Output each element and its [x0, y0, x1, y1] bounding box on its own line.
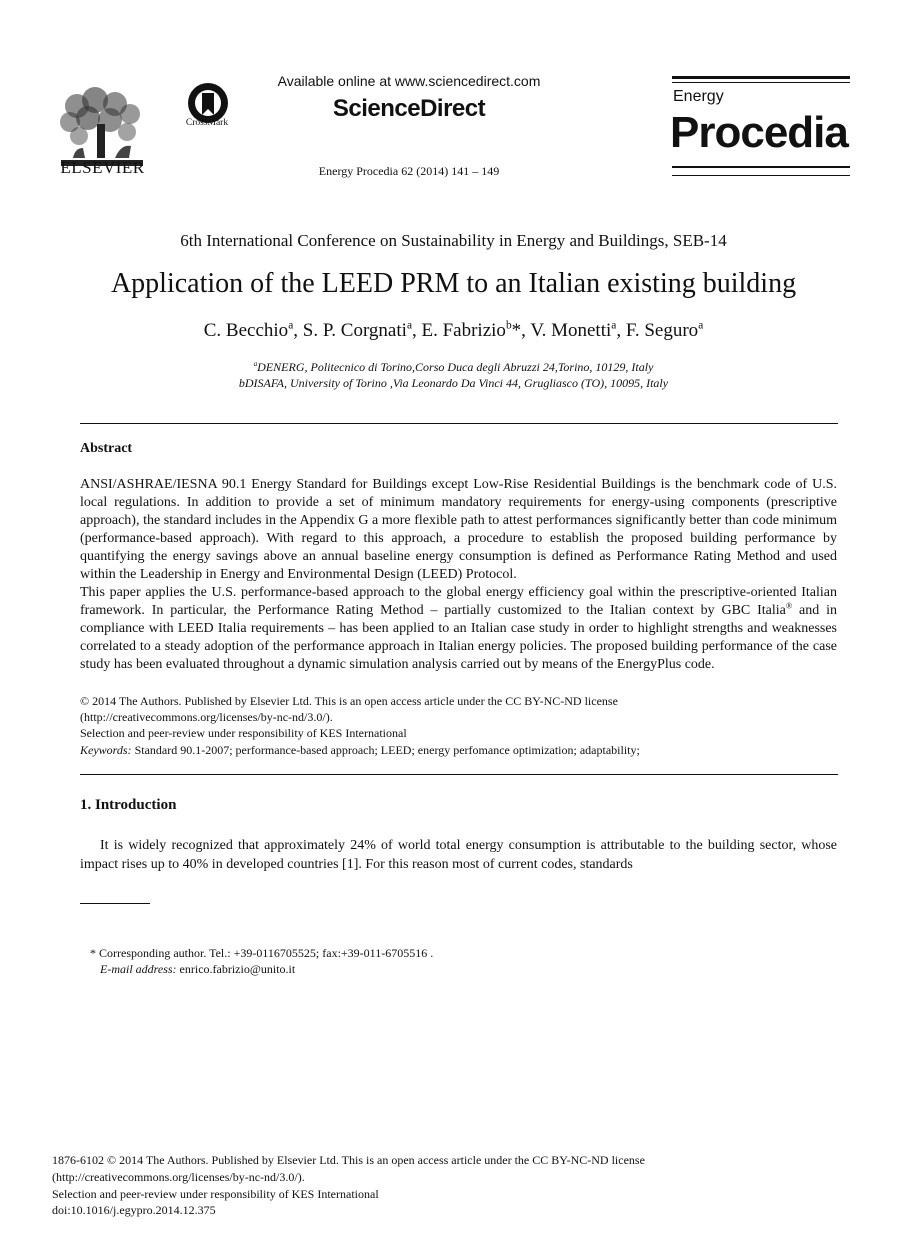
affiliation-a: $^a$DENERG, Politecnico di Torino,Corso Duca degli Abruzzi 24,Torino, 10129, Italy — [253, 360, 654, 374]
author[interactable]: V. Monetti$^a$ — [530, 319, 617, 341]
author[interactable]: E. Fabrizio$^b$ — [421, 319, 512, 341]
section-heading-introduction: 1. Introduction — [80, 797, 177, 813]
license-link[interactable]: (http://creativecommons.org/licenses/by-nc-nd/3.0/). — [80, 710, 333, 724]
journal-name-main: Procedia — [670, 108, 848, 157]
divider — [80, 423, 838, 424]
procedia-rule — [672, 82, 850, 83]
keywords: Keywords: Standard 90.1-2007; performance-based approach; LEED; energy perfomance optimization; adaptability; — [80, 743, 640, 757]
footer-copyright: 1876-6102 © 2014 The Authors. Published by Elsevier Ltd. This is an open access article under the CC BY-NC-ND license — [52, 1153, 645, 1167]
procedia-rule — [672, 175, 850, 176]
author[interactable]: C. Becchio$^a$ — [203, 319, 294, 341]
author-list: C. Becchio$^a$, S. P. Corgnati$^a$, E. Fabrizio$^b$*, V. Monetti$^a$, F. Seguro$^a$ — [203, 319, 704, 341]
footer-doi[interactable]: doi:10.1016/j.egypro.2014.12.375 — [52, 1203, 216, 1217]
procedia-rule — [672, 76, 850, 79]
author[interactable]: S. P. Corgnati$^a$ — [302, 319, 412, 341]
footer-license-link[interactable]: (http://creativecommons.org/licenses/by-nc-nd/3.0/). — [52, 1170, 305, 1184]
available-online-text[interactable]: Available online at www.sciencedirect.com — [277, 73, 541, 89]
copyright-notice: © 2014 The Authors. Published by Elsevier Ltd. This is an open access article under the CC BY-NC-ND license — [80, 694, 618, 708]
divider — [80, 774, 838, 775]
elsevier-wordmark: ELSEVIER — [60, 158, 145, 177]
abstract-heading: Abstract — [80, 441, 133, 456]
sciencedirect-logo: ScienceDirect — [332, 95, 486, 122]
peer-review-note: Selection and peer-review under responsibility of KES International — [80, 726, 407, 740]
article-title: Application of the LEED PRM to an Italian existing building — [110, 268, 797, 299]
affiliation-b: bDISAFA, University of Torino ,Via Leonardo Da Vinci 44, Grugliasco (TO), 10095, Italy — [238, 376, 669, 390]
author[interactable]: F. Seguro$^a$ — [625, 319, 704, 341]
intro-paragraph: It is widely recognized that approximately 24% of world total energy consumption is attributable to the building sector, whose impact rises up to 40% in developed countries [1]. For this reason most of current codes, standards — [80, 838, 837, 872]
email-link[interactable]: enrico.fabrizio@unito.it — [176, 962, 296, 976]
corresponding-author-note: * Corresponding author. Tel.: +39-0116705525; fax:+39-011-6705516 . — [90, 946, 434, 960]
email-note: E-mail address: enrico.fabrizio@unito.it — [100, 962, 296, 976]
abstract-paragraph: This paper applies the U.S. performance-based approach to the global energy efficiency goal within the prescriptive-oriented Italian framework. In particular, the Performance Rating Method – partially customized to the Italian context by GBC Italia® and in compliance with LEED Italia requirements – has been applied to an Italian case study in order to highlight strengths and weaknesses correlated to a steady adoption of the performance approach in Italian energy policies. The proposed building performance of the case study has been evaluated throughout a dynamic simulation analysis carried out by means of the EnergyPlus code. — [80, 585, 837, 672]
footer-peer-review: Selection and peer-review under responsibility of KES International — [52, 1187, 379, 1201]
footnote-divider — [80, 903, 150, 904]
abstract-paragraph: ANSI/ASHRAE/IESNA 90.1 Energy Standard for Buildings except Low-Rise Residential Buildings is the benchmark code of U.S. local regulations. In addition to provide a set of minimum mandatory requirements for energy-using components (prescriptive approach), the standard includes in the Appendix G a more flexible path to attest performances significantly better than code minimum (performance-based approach). With regard to this approach, a procedure to establish the proposed building performance by quantifying the energy savings above an annual baseline energy consumption is defined as Performance Rating Method and used within the Leadership in Energy and Environmental Design (LEED) Protocol. — [80, 477, 837, 582]
crossmark-label: CrossMark — [185, 118, 229, 128]
journal-name-top: Energy — [673, 88, 724, 105]
conference-name: 6th International Conference on Sustainability in Energy and Buildings, SEB-14 — [180, 231, 727, 250]
procedia-rule — [672, 166, 850, 168]
journal-citation: Energy Procedia 62 (2014) 141 – 149 — [318, 164, 500, 178]
